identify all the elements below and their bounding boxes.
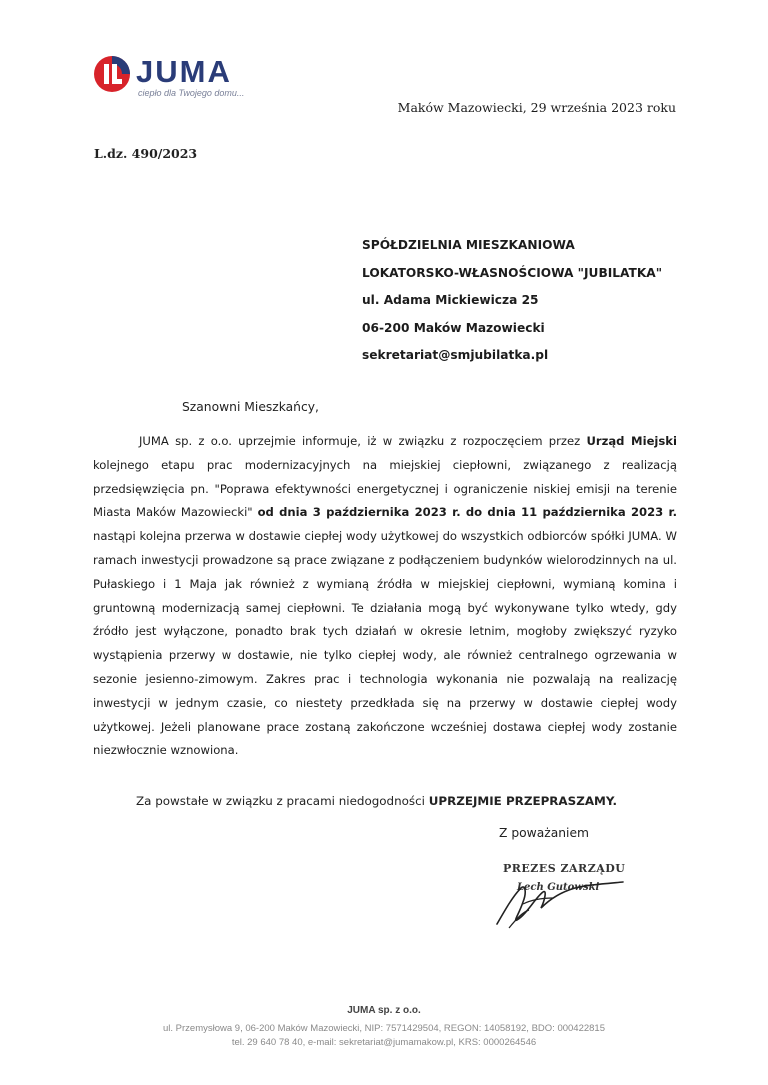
company-logo — [92, 52, 282, 102]
letter-body — [93, 430, 677, 763]
stamp-title: PREZES ZARZĄDU — [503, 862, 626, 875]
stamp-name: Lech Gutowski — [517, 882, 600, 893]
letter-date: Maków Mazowiecki, 29 września 2023 roku — [397, 100, 676, 115]
apology-text: Za powstałe w związku z pracami niedogodności — [136, 794, 429, 808]
juma-logo-icon — [92, 52, 132, 96]
body-text: nastąpi kolejna przerwa w dostawie ciepłej wody użytkowej do wszystkich odbiorców spółki JUMA. W ramach inwestycji prowadzone są prace związane z podłączeniem budynków wielorodzinnych na ul. Pułaskiego i 1 Maja jak również z wymianą źródła w miejskiej ciepłowni, wymianą komina i gruntowną modernizacją samej ciepłowni. Te działania mogą być wykonywane tylko wtedy, gdy źródło jest wyłączone, ponadto brak tych działań w okresie letnim, mogłoby zwiększyć ryzyko wystąpienia przerwy w dostawie, nie tylko ciepłej wody, ale również centralnego ogrzewania w sezonie jesienno-zimowym. Zakres prac i technologia wykonania nie pozwalają na realizację inwestycji w jednym czasie, co niestety przedkłada się na przerwy w dostawie ciepłej wody użytkowej. Jeżeli planowane prace zostaną zakończone wcześniej dostawa ciepłej wody zostanie niezwłocznie wznowiona. — [93, 529, 677, 758]
address-line: 06-200 Maków Mazowiecki — [362, 320, 545, 335]
body-text: kolejnego etapu prac modernizacyjnych na miejskiej ciepłowni, związanego z realizacją przedsięwzięcia pn. "Poprawa efektywności energetycznej i ograniczenie niskiej emisji na terenie Miasta Maków Mazowiecki" — [93, 457, 677, 520]
reference-number: L.dz. 490/2023 — [94, 146, 198, 161]
address-email: sekretariat@smjubilatka.pl — [362, 348, 549, 362]
handwritten-signature-icon — [483, 858, 643, 938]
body-bold-text: od dnia 3 października 2023 r. do dnia 11 października 2023 r. — [257, 505, 677, 520]
body-text: JUMA sp. z o.o. uprzejmie informuje, iż w związku z rozpoczęciem przez — [139, 434, 587, 448]
recipient-address — [362, 232, 662, 370]
address-line: ul. Adama Mickiewicza 25 — [362, 293, 539, 307]
address-line: LOKATORSKO-WŁASNOŚCIOWA "JUBILATKA" — [362, 265, 663, 280]
body-bold-text: Urząd Miejski — [586, 434, 677, 448]
footer-contact-line: tel. 29 640 78 40, e-mail: sekretariat@jumamakow.pl, KRS: 0000264546 — [231, 1037, 537, 1048]
logo-tagline: ciepło dla Twojego domu... — [138, 88, 245, 98]
logo-wordmark: JUMA — [136, 54, 232, 89]
apology-line — [136, 794, 617, 808]
address-line: SPÓŁDZIELNIA MIESZKANIOWA — [362, 238, 575, 252]
letter-footer — [0, 1005, 768, 1050]
signature-stamp — [483, 858, 643, 938]
salutation: Szanowni Mieszkańcy, — [182, 400, 319, 414]
footer-address-line: ul. Przemysłowa 9, 06-200 Maków Mazowiecki, NIP: 7571429504, REGON: 14058192, BDO: 000422815 — [163, 1023, 605, 1034]
apology-bold-text: UPRZEJMIE PRZEPRASZAMY. — [428, 794, 618, 808]
footer-company: JUMA sp. z o.o. — [347, 1005, 421, 1016]
closing-greeting: Z poważaniem — [499, 826, 589, 840]
